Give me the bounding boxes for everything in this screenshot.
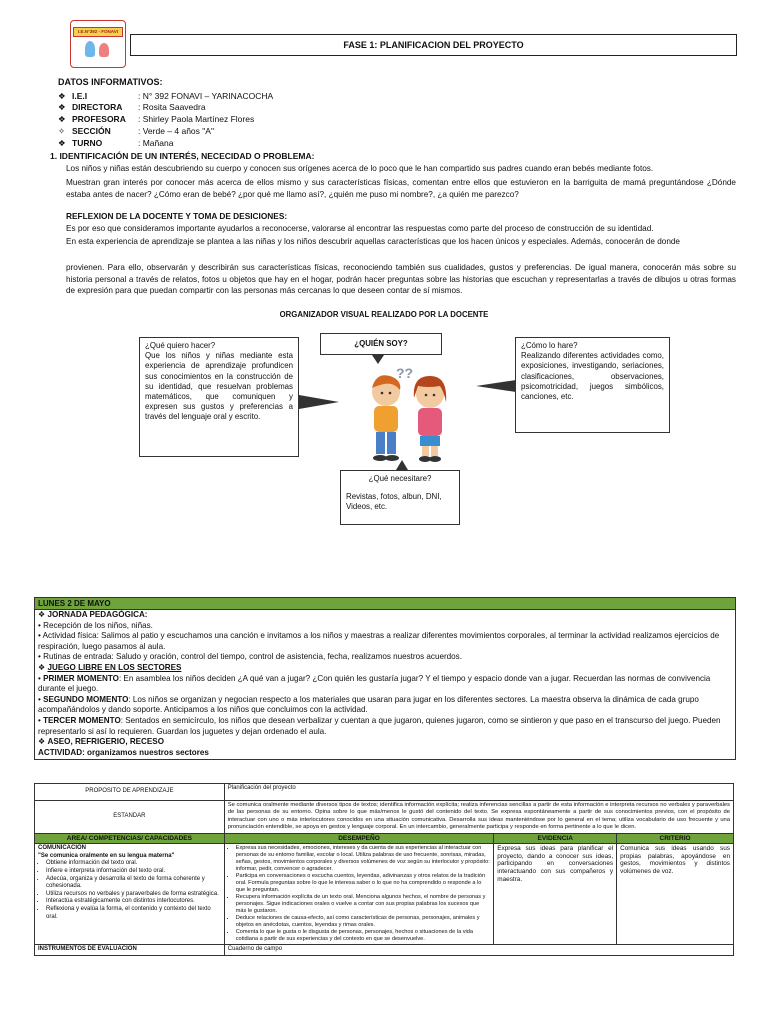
paragraph: Es por eso que consideramos importante ayudarlos a reconocerse, valorarse al encontrar las respuestas como parte del proceso de construcción de su identidad. [66,224,654,233]
desempenos-list [228,845,491,943]
estandar-value: Se comunica oralmente mediante diversos tipos de textos; identifica información explícita; realiza inferencias sencillas a partir de esta información e interpreta recursos no verbales y paraverbales de las personas de su entorno. Opina sobre lo que más/menos le gustó del contenido del texto. Se expresa espontáneamente a partir de sus conocimientos previos, con el propósito de interactuar con uno o más interlocutores conocidos en una situación comunicativa. Desarrolla sus ideas manteniéndose por lo general en el tema; utiliza vocabulario de uso frecuente y una pronunciación entendible, se apoya en gestos y lenguaje corporal. En un intercambio, generalmente participa y responde en forma pertinente a lo que le dicen. [224,801,733,834]
bullet-icon: ❖ [58,91,66,101]
lunes-section [34,597,736,760]
lunes-line: • PRIMER MOMENTO: En asamblea los niños deciden ¿A qué van a jugar? ¿Con quién les gustaría jugar? Y el tiempo y espacio donde van a jugar. Recuerdan las normas de convivencia durante el juego. [38,673,711,694]
day-header: LUNES 2 DE MAYO [35,598,735,610]
lunes-line: • Rutinas de entrada: Saludo y oración, control del tiempo, control de asistencia, fecha, realizamos nuestros acuerdos. [38,652,462,662]
list-item: • Infiere e interpreta información del texto oral. [46,868,221,876]
logo-child-figure [85,41,95,57]
column-header: DESEMPEÑO [224,833,494,844]
lunes-line: • TERCER MOMENTO: Sentados en semicírculo, los niños que desean verbalizar y cuentan a que jugaron, quienes jugaron, como se sintieron y que paso en el transcurso del juego. Pueden representarlo si así lo requieren. Guardan los juguetes y dejan ordenado el aula. [38,715,721,736]
callout-question: ¿Qué quiero hacer? [145,341,216,350]
callout-question: ¿Cómo lo hare? [521,341,578,350]
capacidades-list [38,860,221,921]
estandar-label: ESTANDAR [35,801,225,834]
quien-soy-box [320,333,442,355]
list-item: • Utiliza recursos no verbales y paraverbales de forma estratégica. [46,891,221,899]
paragraph: Muestran gran interés por conocer más acerca de ellos mismo y sus características físicas, comentan entre ellos que estuvieron en la barriguita de mamá preguntándose ¿Dónde estaba antes de nacer? ¿Cómo eran de bebé? ¿por qué me llamo así?, ¿quién me puso mi nombre?, ¿a quién me parezco? [66,178,736,199]
section-heading: 1. IDENTIFICACIÓN DE UN INTERÉS, NECECIDAD O PROBLEMA: [50,151,315,161]
organizer-title: ORGANIZADOR VISUAL REALIZADO POR LA DOCENTE [279,310,489,319]
datos-heading: DATOS INFORMATIVOS: [58,77,163,87]
lunes-line: • Recepción de los niños, niñas. [38,620,153,630]
competencia-name: "Se comunica oralmente en su lengua materna" [38,852,175,859]
paragraph: Los niños y niñas están descubriendo su cuerpo y conocen sus orígenes acerca de lo poco que le han compartido sus padres cuando eran bebés mediante fotos. [66,164,654,173]
datos-value: : N° 392 FONAVI – YARINACOCHA [138,91,274,101]
lunes-body [35,610,735,759]
page-title: FASE 1: PLANIFICACION DEL PROYECTO [130,34,737,56]
datos-value: : Shirley Paola Martínez Flores [138,114,255,124]
list-item: • Participa en conversaciones o escucha cuentos, leyendas, adivinanzas y otros relatos de la tradición oral. Formula preguntas sobre lo que le interesa saber o lo que no ha comprendido o responde a lo que le preguntan. [236,873,491,894]
section-heading: REFLEXION DE LA DOCENTE Y TOMA DE DESICIONES: [66,211,288,221]
que-hacer-callout [139,337,299,457]
bullet-icon: ✧ [58,126,66,136]
logo-child-figure [99,43,109,57]
datos-value: : Mañana [138,138,174,148]
datos-label: DIRECTORA [72,102,123,112]
datos-label: PROFESORA [72,114,126,124]
evidencia-cell: Expresa sus ideas para planificar el proyecto, dando a conocer sus ideas, participando en conversaciones interactuando con sus compañeros y maestra. [494,844,617,945]
callout-answer: Revistas, fotos, albun, DNI, Videos, etc. [346,492,442,512]
proposito-value: Planificación del proyecto [224,784,733,801]
list-item: • Reflexiona y evalúa la forma, el contenido y contexto del texto oral. [46,906,221,921]
callout-answer: Que los niños y niñas mediante esta experiencia de aprendizaje profundicen sus conocimientos en la construcción de su identidad, que resuelvan problemas matemáticos, que comuniquen y expresen sus gustos y preferencias a través del lenguaje oral y escrito. [145,351,293,422]
datos-row [58,91,273,102]
bullet-icon: ❖ [58,138,66,148]
datos-label: TURNO [72,138,103,148]
table-row [35,801,734,834]
datos-row [58,114,254,125]
list-item: • Interactúa estratégicamente con distintos interlocutores. [46,898,221,906]
table-row [35,844,734,945]
como-callout [515,337,670,433]
lunes-line: ❖ JORNADA PEDAGÓGICA: [38,610,148,619]
lunes-line: ACTIVIDAD: organizamos nuestros sectores [38,747,209,757]
area-title: COMUNICACIÓN [38,845,86,852]
logo-text: I.E.N°392 - FONAVI [73,27,123,37]
datos-row [58,102,206,113]
quien-soy-label: ¿QUIÉN SOY? [354,339,408,348]
paragraph: provienen. Para ello, observarán y describirán sus características físicas, reconociendo también sus cualidades, gustos y preferencias. De igual manera, conocerán más sobre su historia personal a través de relatos, fotos u objetos que hay en el hogar, podrán hacer preguntas sobre las historias que escuchan y representarlas a través de dibujos u otras formas de expresión para que puedan compartir con las personas más cercanas lo que deseen contar de sí mismos. [66,263,736,295]
datos-value: : Verde – 4 años "A" [138,126,214,136]
list-item: • Comenta lo que le gusta o le disgusta de personas, personajes, hechos o situaciones de la vida cotidiana a partir de sus experiencias y del contexto en que se desenvuelve. [236,929,491,943]
thinking-children-illustration [356,362,466,472]
proposito-label: PROPOSITO DE APRENDIZAJE [35,784,225,801]
list-item: • Expresa sus necesidades, emociones, intereses y da cuenta de sus experiencias al interactuar con personas de su entorno familiar, escolar o local. Utiliza palabras de uso frecuente, sonrisas, miradas, señas, gestos, movimientos corporales y diversos volúmenes de voz según su interlocutor y propósito: informar, pedir, convencer o agradecer. [236,845,491,873]
table-header-row [35,833,734,844]
callout-pointer [476,380,516,392]
callout-pointer [299,395,339,409]
lunes-line: • SEGUNDO MOMENTO: Los niños se organizan y negocian respecto a los materiales que usaran para jugar en los diferentes sectores. La maestra observa la dinámica de cada grupo acompañándolos y dando soporte. Anticipamos a los niños que concluimos con la actividad. [38,694,699,715]
callout-question: ¿Qué necesitare? [368,474,432,483]
planning-table [34,783,734,956]
svg-text:??: ?? [396,365,414,381]
bullet-icon: ❖ [58,102,66,112]
desempeno-cell [224,844,494,945]
column-header: EVIDENCIA [494,833,617,844]
necesitare-callout [340,470,460,525]
datos-value: : Rosita Saavedra [138,102,206,112]
datos-row [58,138,173,149]
list-item: • Adecúa, organiza y desarrolla el texto de forma coherente y cohesionada. [46,876,221,891]
lunes-line: ❖ JUEGO LIBRE EN LOS SECTORES [38,662,182,672]
list-item: • Deduce relaciones de causa-efecto, así como características de personas, personajes, animales y objetos en anécdotas, cuentos, leyendas y rimas orales. [236,915,491,929]
list-item: • Recupera información explícita de un texto oral. Menciona algunos hechos, el nombre de personas y personajes. Sigue indicaciones orales o vuelve a contar con sus propias palabras los sucesos que más le gustaron. [236,894,491,915]
instrumentos-label: INSTRUMENTOS DE EVALUACION [35,945,225,956]
callout-answer: Realizando diferentes actividades como, exposiciones, investigando, seriaciones, clasificaciones, observaciones, psicomotricidad, juegos simbólicos, canciones, etc. [521,351,664,402]
column-header: CRITERIO [617,833,734,844]
lunes-line: • Actividad física: Salimos al patio y escuchamos una canción e invitamos a los niños y maestras a realizar diferentes movimientos corporales, al terminar la actividad realizamos ejercicios de respiración, luego pasamos al aula. [38,631,720,651]
school-logo [70,20,126,68]
table-row [35,784,734,801]
list-item: • Obtiene información del texto oral. [46,860,221,868]
datos-label: SECCIÓN [72,126,111,136]
criterio-cell: Comunica sus ideas usando sus propias palabras, apoyándose en gestos, movimientos y distintos volúmenes de voz. [617,844,734,945]
lunes-line: ❖ ASEO, REFRIGERIO, RECESO [38,737,164,747]
column-header: AREA/ COMPETENCIAS/ CAPACIDADES [35,833,225,844]
paragraph: En esta experiencia de aprendizaje se plantea a las niñas y los niños descubrir aquellas características que los hacen únicos y especiales. Además, conocerán de donde [66,237,680,246]
table-row [35,945,734,956]
datos-label: I.E.I [72,91,88,101]
area-cell [35,844,225,945]
bullet-icon: ❖ [58,114,66,124]
instrumentos-value: Cuaderno de campo [224,945,733,956]
datos-row [58,126,214,137]
